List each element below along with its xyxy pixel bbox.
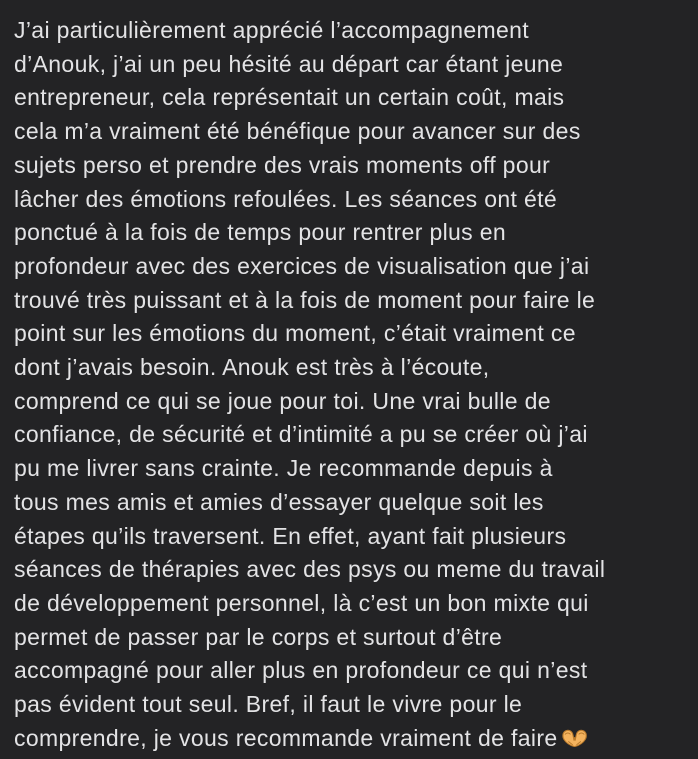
message-line: ponctué à la fois de temps pour rentrer plus en (14, 219, 507, 246)
message-line: cela m’a vraiment été bénéfique pour avancer sur des (14, 118, 581, 145)
message-line: entrepreneur, cela représentait un certain coût, mais (14, 84, 565, 111)
message-line: séances de thérapies avec des psys ou meme du travail (14, 556, 606, 583)
message-line: accompagné pour aller plus en profondeur ce qui n’est (14, 657, 588, 684)
message-line: étapes qu’ils traversent. En effet, ayant fait plusieurs (14, 522, 567, 549)
message-line: pu me livrer sans crainte. Je recommande depuis à (14, 455, 553, 482)
message-line: confiance, de sécurité et d’intimité a pu se créer où j’ai (14, 421, 588, 448)
message-line: dont j’avais besoin. Anouk est très à l’écoute, (14, 354, 490, 381)
heart-hands-emoji-icon (560, 726, 590, 759)
message-line: profondeur avec des exercices de visualisation que j’ai (14, 252, 590, 279)
message-line-text: comprendre, je vous recommande vraiment de faire (14, 724, 558, 751)
message-line: lâcher des émotions refoulées. Les séances ont été (14, 185, 557, 212)
message-line: point sur les émotions du moment, c’était vraiment ce (14, 320, 576, 347)
message-line-last (14, 722, 688, 759)
message-line: pas évident tout seul. Bref, il faut le vivre pour le (14, 691, 523, 718)
message-line: J’ai particulièrement apprécié l’accompagnement (14, 17, 530, 43)
message-line: d’Anouk, j’ai un peu hésité au départ car étant jeune (14, 50, 564, 77)
message-line: comprend ce qui se joue pour toi. Une vrai bulle de (14, 387, 551, 414)
message-line: sujets perso et prendre des vrais moments off pour (14, 151, 551, 178)
message-line: de développement personnel, là c’est un bon mixte qui (14, 589, 589, 616)
message-line: trouvé très puissant et à la fois de moment pour faire le (14, 286, 596, 313)
message-line: tous mes amis et amies d’essayer quelque soit les (14, 488, 544, 515)
message-line: permet de passer par le corps et surtout d’être (14, 623, 503, 650)
